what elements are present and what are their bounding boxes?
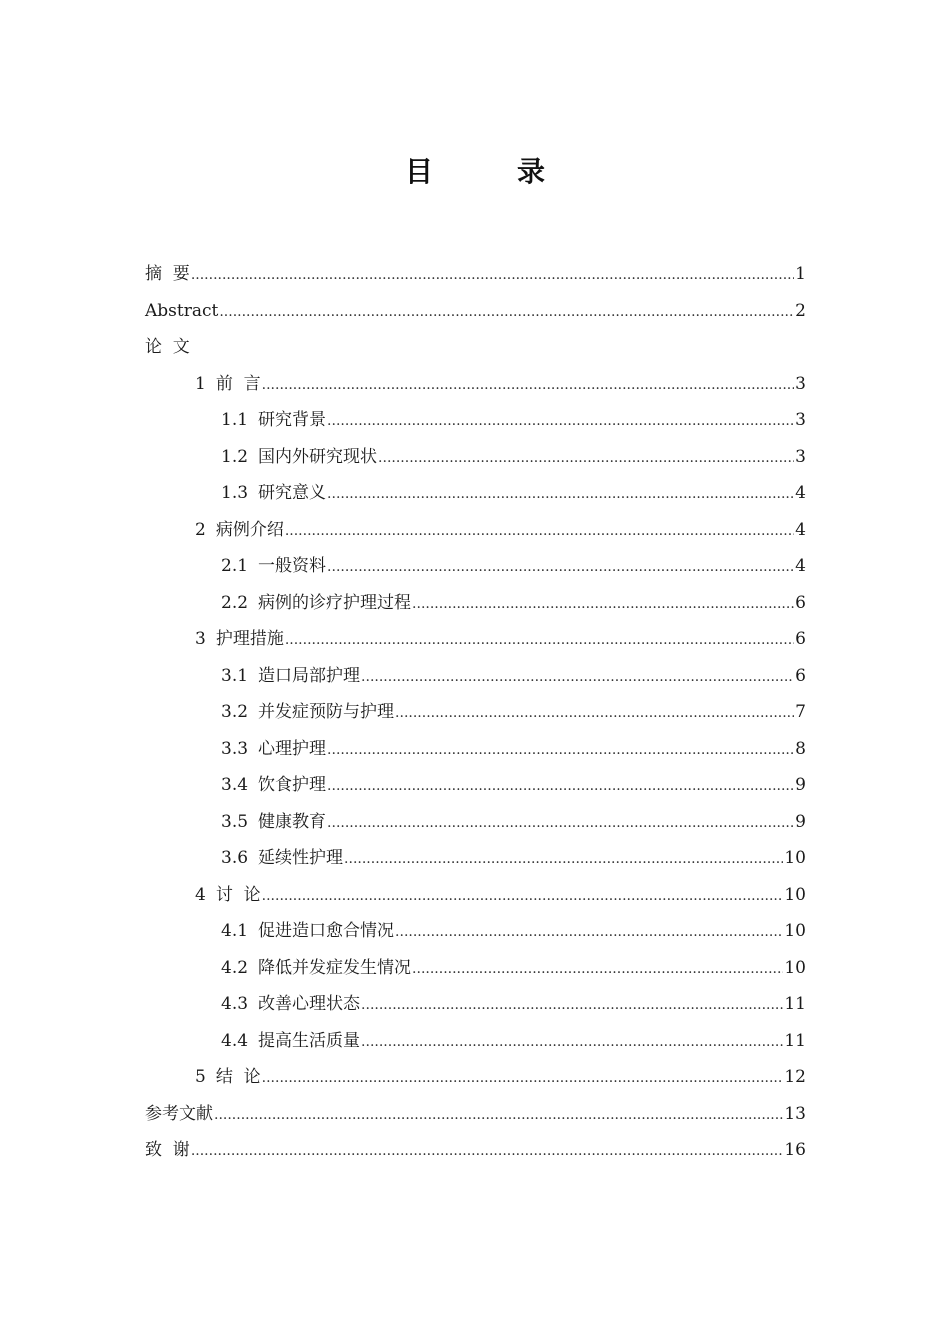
toc-entry-number: 3.3 xyxy=(221,738,249,759)
toc-entry[interactable] xyxy=(0,1023,950,1060)
toc-dot-leader xyxy=(285,621,794,657)
toc-dot-leader xyxy=(395,913,783,949)
toc-entry-title xyxy=(195,512,284,548)
toc-dot-leader xyxy=(361,986,783,1022)
toc-entry-title xyxy=(145,1132,190,1168)
toc-entry-title xyxy=(221,694,394,730)
toc-page-number: 10 xyxy=(784,884,806,905)
toc-entry-title xyxy=(145,329,190,365)
toc-entry[interactable] xyxy=(0,329,950,366)
toc-entry-number: 1.1 xyxy=(221,410,249,431)
toc-page-number: 13 xyxy=(784,1103,806,1124)
toc-entry-label: 造口局部护理 xyxy=(258,665,361,686)
toc-entry[interactable] xyxy=(0,1096,950,1133)
toc-entry-number: 3.4 xyxy=(221,775,249,796)
toc-entry-title xyxy=(221,913,394,949)
toc-page-number: 8 xyxy=(795,738,806,759)
toc-entry-label: 致 谢 xyxy=(145,1140,190,1161)
toc-entry-title xyxy=(195,366,261,402)
toc-entry-title xyxy=(221,439,377,475)
toc-dot-leader xyxy=(361,1023,783,1059)
toc-entry-title xyxy=(221,731,326,767)
toc-entry[interactable] xyxy=(0,585,950,622)
toc-entry-number: 3.2 xyxy=(221,702,249,723)
toc-page-number: 6 xyxy=(795,629,806,650)
toc-entry[interactable] xyxy=(0,548,950,585)
toc-entry[interactable] xyxy=(0,402,950,439)
toc-entry-number: 4.1 xyxy=(221,921,249,942)
toc-entry[interactable] xyxy=(0,731,950,768)
toc-entry-number: 5 xyxy=(195,1067,206,1088)
toc-entry-label: 国内外研究现状 xyxy=(258,446,378,467)
toc-entry-title xyxy=(221,475,326,511)
toc-page-number: 3 xyxy=(795,410,806,431)
toc-entry[interactable] xyxy=(0,366,950,403)
toc-entry-label: 促进造口愈合情况 xyxy=(258,921,395,942)
toc-page-number: 12 xyxy=(784,1067,806,1088)
toc-page-number: 4 xyxy=(795,519,806,540)
page-title: 目 录 xyxy=(404,155,573,188)
toc-entry[interactable] xyxy=(0,840,950,877)
toc-page-number: 7 xyxy=(795,702,806,723)
toc-entry[interactable] xyxy=(0,950,950,987)
toc-dot-leader xyxy=(262,1059,784,1095)
toc-dot-leader xyxy=(262,366,795,402)
toc-page-number: 9 xyxy=(795,775,806,796)
toc-page-number: 4 xyxy=(795,483,806,504)
toc-entry-title xyxy=(221,767,326,803)
toc-entry[interactable] xyxy=(0,439,950,476)
toc-dot-leader xyxy=(191,1132,784,1168)
toc-entry-number: 4.3 xyxy=(221,994,249,1015)
toc-entry-title xyxy=(221,402,326,438)
toc-entry-title xyxy=(221,585,411,621)
toc-page-number: 4 xyxy=(795,556,806,577)
toc-entry-label: 改善心理状态 xyxy=(258,994,361,1015)
toc-entry-number: 3.1 xyxy=(221,665,249,686)
toc-entry-title xyxy=(221,804,326,840)
table-of-contents xyxy=(0,256,950,1169)
toc-page-number: 10 xyxy=(784,848,806,869)
toc-entry-label: 论 文 xyxy=(145,337,190,358)
toc-page-number: 6 xyxy=(795,665,806,686)
toc-entry-label: 护理措施 xyxy=(215,629,284,650)
toc-dot-leader xyxy=(327,804,794,840)
toc-dot-leader xyxy=(361,658,794,694)
toc-entry-label: 并发症预防与护理 xyxy=(258,702,395,723)
toc-entry-title xyxy=(221,986,360,1022)
toc-entry-title xyxy=(145,1096,213,1132)
toc-page-number: 9 xyxy=(795,811,806,832)
toc-entry-number: 2.2 xyxy=(221,592,249,613)
toc-entry-label: 提高生活质量 xyxy=(258,1030,361,1051)
toc-entry-number: 1.2 xyxy=(221,446,249,467)
toc-entry-number: 2.1 xyxy=(221,556,249,577)
toc-entry-label: 病例的诊疗护理过程 xyxy=(258,592,412,613)
toc-entry[interactable] xyxy=(0,256,950,293)
toc-entry-number: 3 xyxy=(195,629,206,650)
toc-dot-leader xyxy=(378,439,794,475)
toc-entry-title xyxy=(145,256,190,292)
toc-dot-leader xyxy=(327,402,794,438)
toc-dot-leader xyxy=(214,1096,783,1132)
toc-entry[interactable] xyxy=(0,986,950,1023)
toc-entry-number: 1.3 xyxy=(221,483,249,504)
toc-dot-leader xyxy=(327,548,794,584)
toc-entry-title xyxy=(221,548,326,584)
toc-dot-leader xyxy=(327,767,794,803)
toc-entry[interactable] xyxy=(0,913,950,950)
toc-dot-leader xyxy=(219,293,794,329)
toc-page-number: 11 xyxy=(784,1030,806,1051)
toc-entry-label: 饮食护理 xyxy=(258,775,327,796)
toc-entry-title xyxy=(195,877,261,913)
toc-entry-number: 1 xyxy=(195,373,206,394)
toc-entry-title xyxy=(221,1023,360,1059)
toc-page-number: 10 xyxy=(784,921,806,942)
toc-page-number: 3 xyxy=(795,446,806,467)
toc-page-number: 1 xyxy=(795,264,806,285)
toc-entry-label: 降低并发症发生情况 xyxy=(258,957,412,978)
toc-entry-title xyxy=(195,621,284,657)
toc-dot-leader xyxy=(191,256,794,292)
toc-entry[interactable] xyxy=(0,877,950,914)
toc-entry-title xyxy=(221,658,360,694)
toc-entry-label: Abstract xyxy=(145,300,219,321)
toc-entry-label: 研究背景 xyxy=(258,410,327,431)
toc-entry-label: 一般资料 xyxy=(258,556,327,577)
toc-entry[interactable] xyxy=(0,658,950,695)
toc-entry[interactable] xyxy=(0,293,950,330)
toc-entry-label: 参考文献 xyxy=(145,1103,213,1124)
toc-entry-title xyxy=(195,1059,261,1095)
toc-page-number: 6 xyxy=(795,592,806,613)
toc-entry-label: 病例介绍 xyxy=(215,519,284,540)
toc-dot-leader xyxy=(395,694,794,730)
toc-entry-number: 2 xyxy=(195,519,206,540)
toc-entry-number: 3.5 xyxy=(221,811,249,832)
toc-page-number: 16 xyxy=(784,1140,806,1161)
toc-dot-leader xyxy=(327,731,794,767)
toc-entry[interactable] xyxy=(0,1132,950,1169)
toc-dot-leader xyxy=(412,585,794,621)
toc-entry[interactable] xyxy=(0,621,950,658)
toc-entry-label: 研究意义 xyxy=(258,483,327,504)
toc-entry-title xyxy=(221,840,343,876)
toc-entry-title xyxy=(145,293,218,329)
toc-entry-label: 延续性护理 xyxy=(258,848,344,869)
toc-entry-number: 4.4 xyxy=(221,1030,249,1051)
toc-dot-leader xyxy=(327,475,794,511)
toc-page-number: 3 xyxy=(795,373,806,394)
toc-entry-label: 前 言 xyxy=(215,373,261,394)
toc-entry[interactable] xyxy=(0,767,950,804)
toc-entry[interactable] xyxy=(0,694,950,731)
toc-entry-number: 4.2 xyxy=(221,957,249,978)
toc-dot-leader xyxy=(412,950,783,986)
toc-entry-label: 心理护理 xyxy=(258,738,327,759)
toc-dot-leader xyxy=(262,877,784,913)
toc-entry-title xyxy=(221,950,411,986)
toc-entry[interactable] xyxy=(0,1059,950,1096)
toc-entry-label: 健康教育 xyxy=(258,811,327,832)
toc-entry[interactable] xyxy=(0,512,950,549)
toc-entry-label: 结 论 xyxy=(215,1067,261,1088)
toc-entry[interactable] xyxy=(0,475,950,512)
toc-page-number: 2 xyxy=(795,300,806,321)
toc-entry-number: 4 xyxy=(195,884,206,905)
toc-page-number: 11 xyxy=(784,994,806,1015)
toc-entry[interactable] xyxy=(0,804,950,841)
toc-entry-label: 讨 论 xyxy=(215,884,261,905)
toc-entry-number: 3.6 xyxy=(221,848,249,869)
toc-dot-leader xyxy=(344,840,783,876)
toc-page-number: 10 xyxy=(784,957,806,978)
toc-entry-label: 摘 要 xyxy=(145,264,190,285)
toc-dot-leader xyxy=(285,512,794,548)
